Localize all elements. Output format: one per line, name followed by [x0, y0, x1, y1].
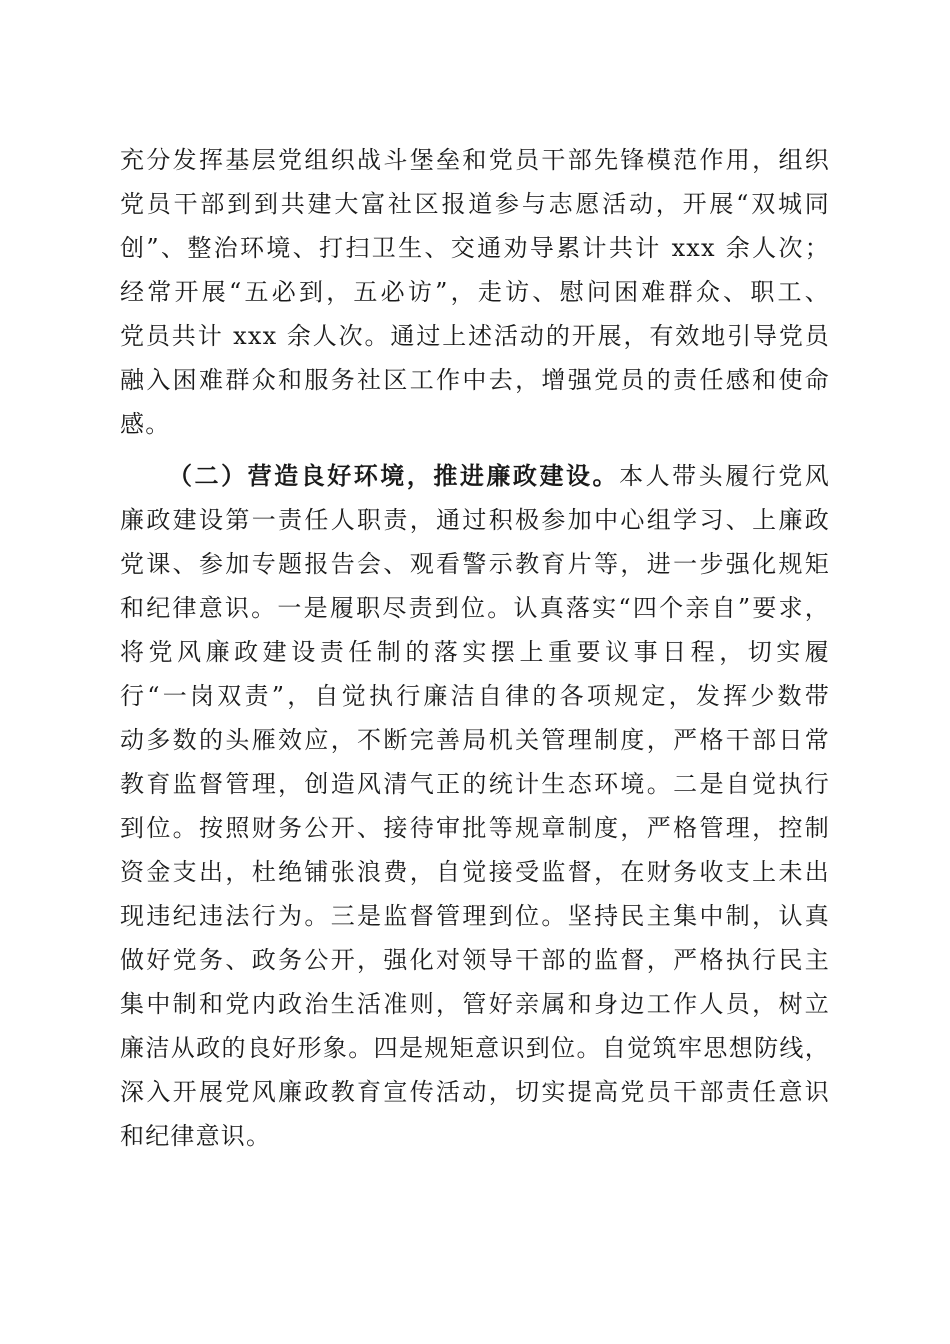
text-line: 廉洁从政的良好形象。四是规矩意识到位。自觉筑牢思想防线，	[120, 1034, 830, 1062]
text-line: 创”、整治环境、打扫卫生、交通劝导累计共计 xxx 余人次；	[120, 234, 830, 262]
text-line: 到位。按照财务公开、接待审批等规章制度，严格管理，控制	[120, 814, 830, 842]
text-line: 经常开展“五必到，五必访”，走访、慰问困难群众、职工、	[120, 278, 830, 306]
text-line: 集中制和党内政治生活准则，管好亲属和身边工作人员，树立	[120, 990, 830, 1018]
text-line: 做好党务、政务公开，强化对领导干部的监督，严格执行民主	[120, 946, 830, 974]
section-heading: （二）营造良好环境，推进廉政建设。	[168, 461, 620, 490]
paragraph-2-first-line	[168, 454, 830, 498]
text-line: 现违纪违法行为。三是监督管理到位。坚持民主集中制，认真	[120, 902, 830, 930]
text-line: 感。	[120, 410, 171, 438]
text-line: 动多数的头雁效应，不断完善局机关管理制度，严格干部日常	[120, 726, 830, 754]
text-line: 廉政建设第一责任人职责，通过积极参加中心组学习、上廉政	[120, 506, 830, 534]
text-line: 资金支出，杜绝铺张浪费，自觉接受监督，在财务收支上未出	[120, 858, 830, 886]
text-line: 教育监督管理，创造风清气正的统计生态环境。二是自觉执行	[120, 770, 830, 798]
text-span: 本人带头履行党风	[619, 462, 830, 490]
text-line: 和纪律意识。一是履职尽责到位。认真落实“四个亲自”要求，	[120, 594, 830, 622]
text-line: 将党风廉政建设责任制的落实摆上重要议事日程，切实履	[120, 638, 830, 666]
text-line: 融入困难群众和服务社区工作中去，增强党员的责任感和使命	[120, 366, 830, 394]
text-line: 党员共计 xxx 余人次。通过上述活动的开展，有效地引导党员	[120, 322, 830, 350]
text-line: 和纪律意识。	[120, 1122, 272, 1150]
text-line: 党课、参加专题报告会、观看警示教育片等，进一步强化规矩	[120, 550, 830, 578]
text-line: 行“一岗双责”，自觉执行廉洁自律的各项规定，发挥少数带	[120, 682, 830, 710]
text-line: 党员干部到到共建大富社区报道参与志愿活动，开展“双城同	[120, 190, 830, 218]
text-line: 深入开展党风廉政教育宣传活动，切实提高党员干部责任意识	[120, 1078, 830, 1106]
text-line: 充分发挥基层党组织战斗堡垒和党员干部先锋模范作用，组织	[120, 146, 830, 174]
